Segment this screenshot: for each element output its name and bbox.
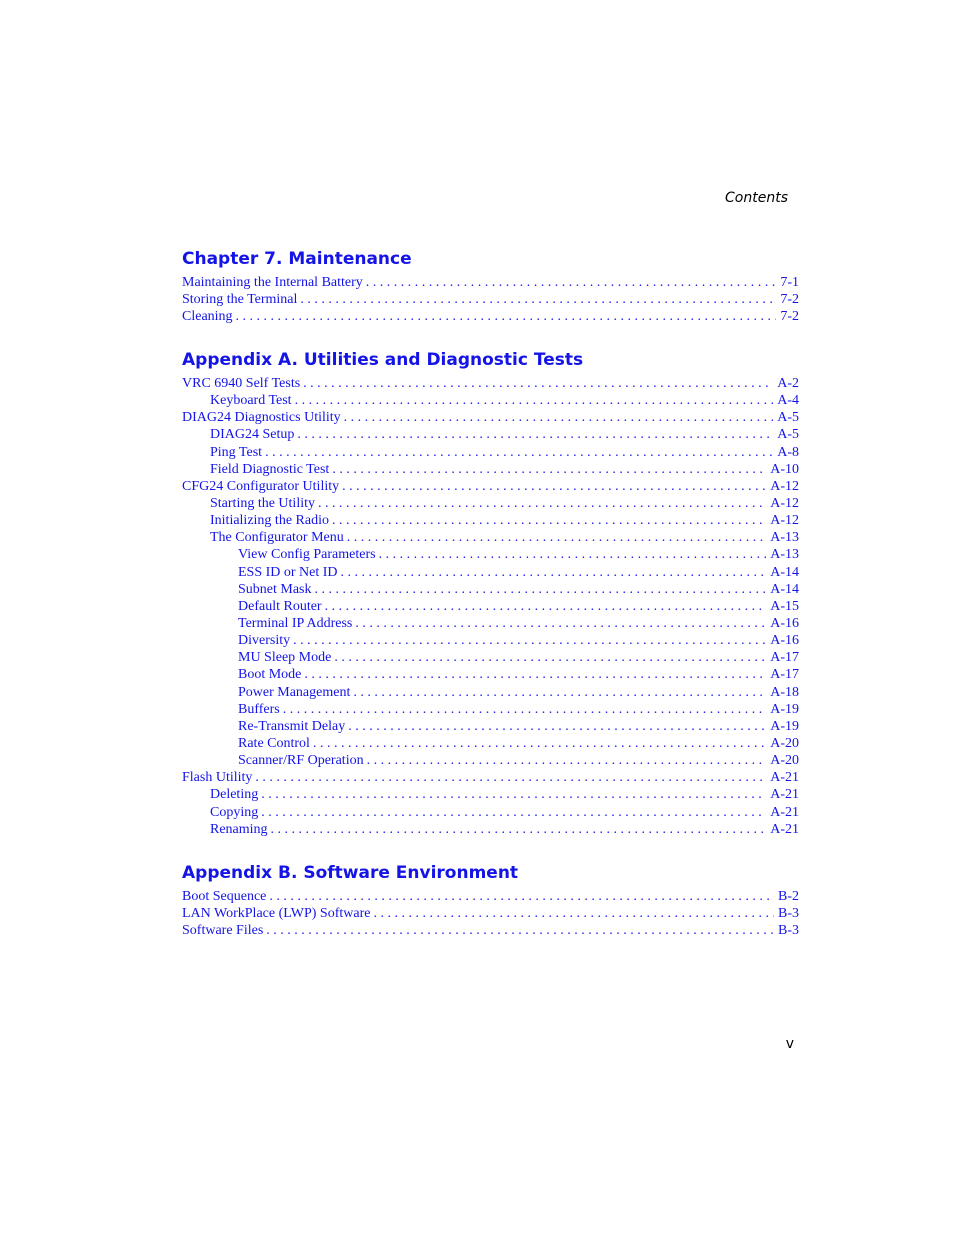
dot-leader [344, 409, 774, 426]
toc-entry-page[interactable]: A-14 [770, 581, 799, 597]
toc-entry-page[interactable]: A-2 [777, 376, 799, 391]
toc-entry-title[interactable]: Renaming [210, 821, 268, 837]
toc-entry-title[interactable]: Starting the Utility [210, 495, 315, 511]
toc-entry-page[interactable]: A-21 [770, 821, 799, 837]
toc-section-chapter-7 [182, 248, 799, 325]
dot-leader [315, 581, 767, 598]
dot-leader [373, 905, 774, 922]
toc-entry[interactable] [182, 649, 799, 666]
dot-leader [265, 444, 773, 461]
dot-leader [269, 888, 774, 905]
toc-entry[interactable] [182, 735, 799, 752]
toc-entry[interactable] [182, 512, 799, 529]
toc-entry[interactable] [182, 444, 799, 461]
dot-leader [261, 804, 766, 821]
toc-entry-title[interactable]: Keyboard Test [210, 393, 292, 409]
toc-entries [182, 888, 799, 939]
dot-leader [255, 769, 766, 786]
toc-entry-page[interactable]: A-19 [770, 718, 799, 734]
toc-entry-title[interactable]: Ping Test [210, 444, 263, 460]
toc-entry[interactable] [182, 581, 799, 598]
toc-entry-page[interactable]: A-16 [770, 615, 799, 631]
toc-section-appendix-a [182, 349, 799, 838]
toc-entry[interactable] [182, 888, 799, 905]
toc-entry-title[interactable]: Buffers [238, 701, 280, 717]
toc-entry-page[interactable]: A-12 [770, 513, 799, 529]
toc-entry[interactable] [182, 701, 799, 718]
toc-entry-page[interactable]: 7-2 [780, 292, 799, 308]
toc-entry-page[interactable]: A-21 [770, 804, 799, 820]
toc-entry-title[interactable]: Copying [210, 804, 259, 820]
toc-entry-title[interactable]: LAN WorkPlace (LWP) Software [182, 906, 371, 922]
toc-entry[interactable] [182, 718, 799, 735]
dot-leader [271, 821, 767, 838]
dot-leader [366, 274, 777, 291]
dot-leader [355, 615, 766, 632]
toc-entry-title[interactable]: Power Management [238, 684, 351, 700]
section-heading[interactable]: Chapter 7. Maintenance [182, 249, 412, 269]
toc-entry[interactable] [182, 529, 799, 546]
toc-entry-page[interactable]: A-10 [770, 461, 799, 477]
toc-entry[interactable] [182, 274, 799, 291]
toc-entries [182, 274, 799, 325]
toc-entry-page[interactable]: A-21 [770, 787, 799, 803]
toc-entry-page[interactable]: A-17 [770, 650, 799, 666]
toc-entry[interactable] [182, 922, 799, 939]
toc-entry-page[interactable]: 7-1 [780, 275, 799, 290]
toc-entry-page[interactable]: A-13 [770, 547, 799, 563]
toc-entry-page[interactable]: A-12 [770, 495, 799, 511]
toc-entry-title[interactable]: Flash Utility [182, 770, 253, 786]
toc-entry-title[interactable]: CFG24 Configurator Utility [182, 478, 340, 494]
toc-entry-title[interactable]: Terminal IP Address [238, 615, 353, 631]
toc-entry[interactable] [182, 546, 799, 563]
dot-leader [332, 512, 766, 529]
dot-leader [313, 735, 766, 752]
toc-entry[interactable] [182, 684, 799, 701]
toc-entry-page[interactable]: A-12 [770, 478, 799, 494]
toc-entry[interactable] [182, 769, 799, 786]
toc-entry-page[interactable]: A-20 [770, 753, 799, 769]
toc-entry-title[interactable]: Software Files [182, 923, 264, 939]
dot-leader [297, 426, 773, 443]
toc-entry[interactable] [182, 752, 799, 769]
dot-leader [367, 752, 767, 769]
toc-entry-page[interactable]: A-5 [777, 410, 799, 426]
toc-entry-page[interactable]: A-15 [770, 598, 799, 614]
dot-leader [334, 649, 766, 666]
toc-entry-title[interactable]: Field Diagnostic Test [210, 461, 330, 477]
toc-entry[interactable] [182, 291, 799, 308]
toc-entry-page[interactable]: A-19 [770, 701, 799, 717]
dot-leader [318, 495, 766, 512]
toc-entry[interactable] [182, 375, 799, 392]
toc-entry[interactable] [182, 632, 799, 649]
dot-leader [348, 718, 766, 735]
dot-leader [325, 598, 767, 615]
toc-entry[interactable] [182, 804, 799, 821]
toc-entry[interactable] [182, 426, 799, 443]
toc-entry[interactable] [182, 409, 799, 426]
toc-entry-title[interactable]: Scanner/RF Operation [238, 753, 364, 769]
toc-entry-title[interactable]: DIAG24 Diagnostics Utility [182, 410, 341, 426]
dot-leader [332, 461, 766, 478]
dot-leader [293, 632, 766, 649]
toc-entry-title[interactable]: VRC 6940 Self Tests [182, 376, 301, 391]
dot-leader [342, 478, 766, 495]
toc-entry-page[interactable]: A-14 [770, 564, 799, 580]
running-head: Contents [725, 190, 788, 206]
toc-entry-title[interactable]: Re-Transmit Delay [238, 718, 346, 734]
dot-leader [341, 564, 767, 581]
toc-entry[interactable] [182, 461, 799, 478]
toc-entry[interactable] [182, 564, 799, 581]
toc-entry-page[interactable]: A-8 [777, 444, 799, 460]
dot-leader [304, 666, 766, 683]
page-number: v [785, 1036, 794, 1052]
toc-entry-title[interactable]: The Configurator Menu [210, 530, 344, 546]
toc-entry[interactable] [182, 392, 799, 409]
toc-entry-title[interactable]: View Config Parameters [238, 547, 376, 563]
dot-leader [353, 684, 766, 701]
toc-entry-title[interactable]: ESS ID or Net ID [238, 564, 338, 580]
toc-entry-page[interactable]: A-16 [770, 633, 799, 649]
dot-leader [379, 546, 767, 563]
toc-section-appendix-b [182, 862, 799, 939]
dot-leader [300, 291, 776, 308]
toc-entry-page[interactable]: A-5 [777, 427, 799, 443]
toc-entry-page[interactable]: B-3 [778, 923, 799, 939]
dot-leader [261, 786, 766, 803]
toc-entry-title[interactable]: Rate Control [238, 735, 310, 751]
toc-entry-page[interactable]: A-18 [770, 684, 799, 700]
toc-entry-title[interactable]: Deleting [210, 787, 259, 803]
toc-entries [182, 375, 799, 838]
toc-entry-title[interactable]: Cleaning [182, 309, 233, 325]
toc-entry[interactable] [182, 478, 799, 495]
toc-entry-page[interactable]: A-13 [770, 530, 799, 546]
toc-entry-page[interactable]: 7-2 [780, 309, 799, 325]
toc-entry[interactable] [182, 308, 799, 325]
toc-entry[interactable] [182, 821, 799, 838]
toc-entry-title[interactable]: Default Router [238, 598, 322, 614]
dot-leader [266, 922, 774, 939]
toc-entry[interactable] [182, 598, 799, 615]
toc-entry-page[interactable]: A-21 [770, 770, 799, 786]
toc-entry-page[interactable]: A-20 [770, 735, 799, 751]
toc-entry-page[interactable]: B-3 [778, 906, 799, 922]
section-heading[interactable]: Appendix A. Utilities and Diagnostic Tests [182, 350, 584, 370]
toc-entry-title[interactable]: Maintaining the Internal Battery [182, 275, 363, 290]
dot-leader [295, 392, 774, 409]
toc-entry-title[interactable]: MU Sleep Mode [238, 650, 332, 666]
toc-entry-page[interactable]: A-4 [777, 393, 799, 409]
toc-entry-title[interactable]: Boot Sequence [182, 889, 267, 904]
toc-entry-title[interactable]: Initializing the Radio [210, 513, 329, 529]
toc-entry[interactable] [182, 905, 799, 922]
dot-leader [283, 701, 766, 718]
toc-entry-page[interactable]: B-2 [778, 889, 799, 904]
toc-entry-page[interactable]: A-17 [770, 667, 799, 683]
toc-entry-title[interactable]: Storing the Terminal [182, 292, 298, 308]
section-heading[interactable]: Appendix B. Software Environment [182, 863, 519, 883]
toc-entry[interactable] [182, 495, 799, 512]
toc-entry-title[interactable]: DIAG24 Setup [210, 427, 295, 443]
dot-leader [303, 375, 773, 392]
toc-entry[interactable] [182, 615, 799, 632]
toc-entry-title[interactable]: Boot Mode [238, 667, 302, 683]
toc-entry-title[interactable]: Subnet Mask [238, 581, 312, 597]
toc-entry-title[interactable]: Diversity [238, 633, 291, 649]
dot-leader [347, 529, 766, 546]
toc-entry[interactable] [182, 786, 799, 803]
dot-leader [236, 308, 777, 325]
toc-entry[interactable] [182, 666, 799, 683]
